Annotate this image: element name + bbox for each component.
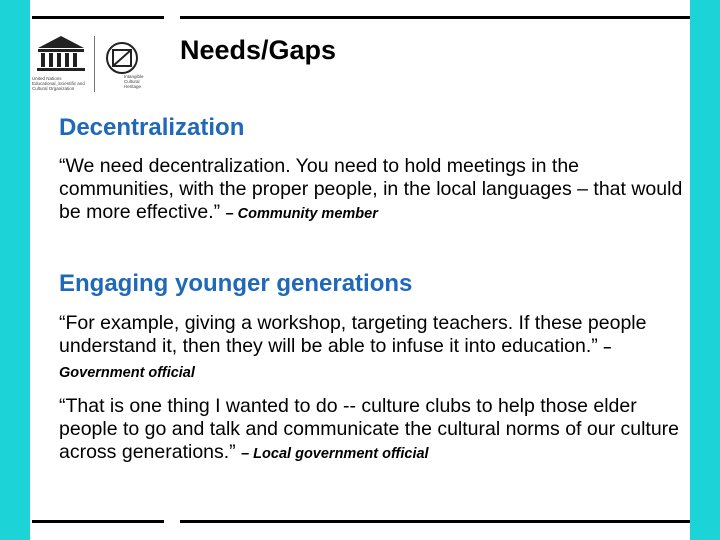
quote-text: “That is one thing I wanted to do -- culture clubs to help those elder people to go and talk and communicate the cultural norms of our culture across generations.” — [59, 395, 680, 463]
quote-attribution: – Government official — [59, 340, 612, 381]
unesco-caption: United Nations Educational, Scientific and Cultural Organization — [32, 76, 85, 91]
heritage-logo — [98, 34, 168, 96]
quote-local-government-official — [59, 395, 699, 466]
top-right-rule — [180, 16, 690, 19]
bottom-right-rule — [180, 520, 690, 523]
temple-icon — [32, 34, 90, 76]
unesco-logo — [32, 34, 90, 96]
logo-divider — [94, 36, 95, 92]
slide-title: Needs/Gaps — [180, 35, 337, 65]
section-heading-younger-generations: Engaging younger generations — [59, 270, 413, 297]
quote-government-official — [59, 312, 699, 385]
top-left-rule — [32, 16, 164, 19]
heritage-caption: Intangible Cultural Heritage — [124, 74, 144, 89]
quote-text: “For example, giving a workshop, targeting teachers. If these people understand it, then they will be able to infuse it into education.” — [59, 312, 647, 357]
heritage-emblem-icon — [102, 40, 142, 76]
logo-group — [32, 34, 172, 96]
quote-community-member — [59, 155, 699, 226]
quote-attribution: – Community member — [225, 206, 378, 222]
section-heading-decentralization: Decentralization — [59, 114, 245, 141]
bottom-left-rule — [32, 520, 164, 523]
quote-text: “We need decentralization. You need to hold meetings in the communities, with the proper people, in the local languages – that would be more effective.” — [59, 155, 683, 223]
quote-attribution: – Local government official — [241, 446, 429, 462]
left-frame-bar — [0, 0, 30, 540]
